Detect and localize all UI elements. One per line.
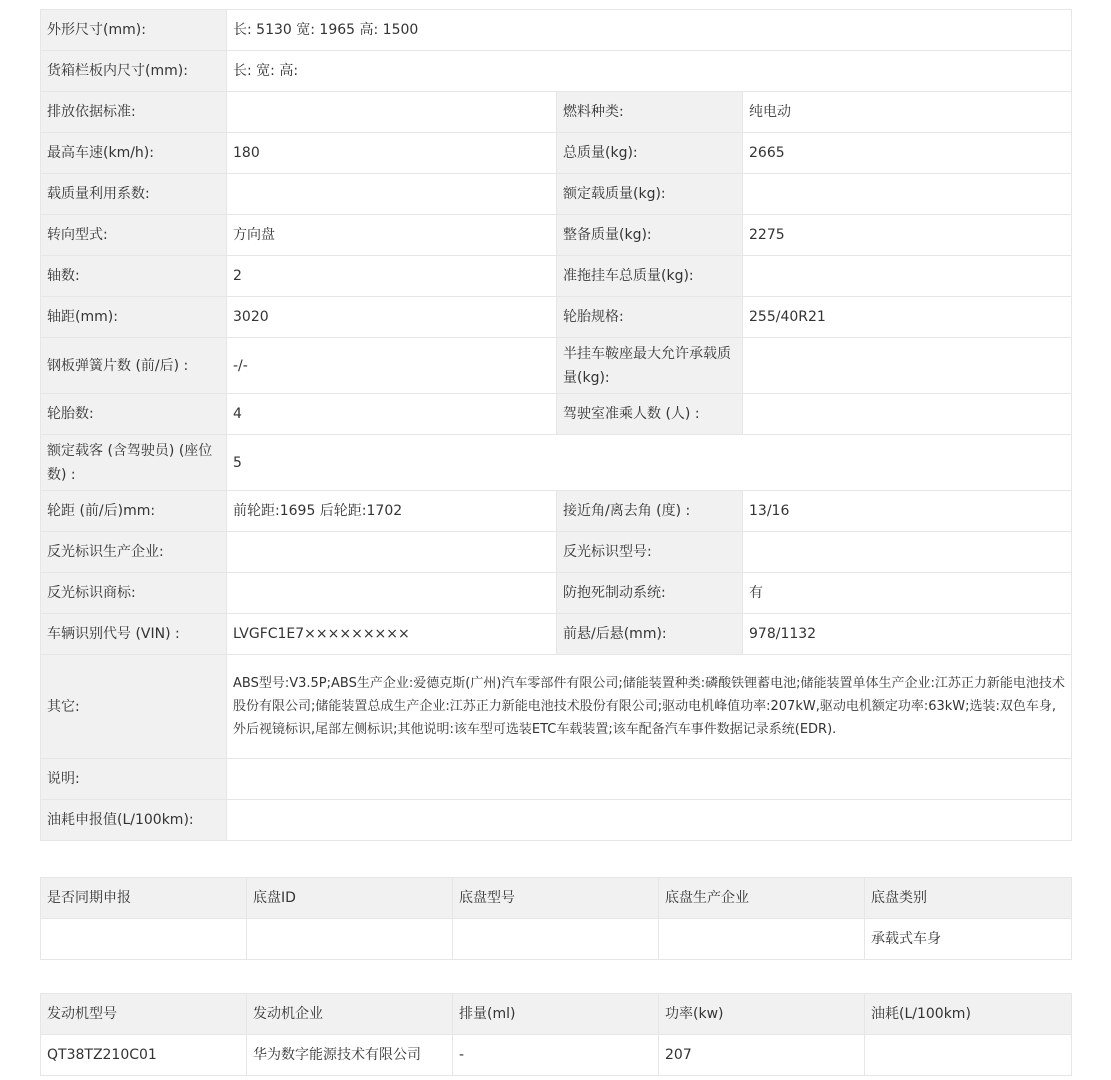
spec-row-dimensions (41, 10, 1072, 51)
rated-load-value (743, 174, 1072, 215)
spec-row-speed-mass (41, 133, 1072, 174)
engine-cell-fuel-consumption (865, 1035, 1072, 1076)
spec-row-cargo-box (41, 51, 1072, 92)
note-value (227, 759, 1072, 800)
vin-value: LVGFC1E7××××××××× (227, 614, 557, 655)
trailer-mass-label: 准拖挂车总质量(kg): (557, 256, 743, 297)
engine-header-displacement: 排量(ml) (453, 994, 659, 1035)
overhang-value: 978/1132 (743, 614, 1072, 655)
fifth-wheel-label: 半挂车鞍座最大允许承载质量(kg): (557, 338, 743, 394)
axles-label: 轴数: (41, 256, 227, 297)
curb-mass-value: 2275 (743, 215, 1072, 256)
reflector-maker-label: 反光标识生产企业: (41, 532, 227, 573)
emission-standard-label: 排放依据标准: (41, 92, 227, 133)
rated-load-label: 额定载质量(kg): (557, 174, 743, 215)
spec-row-track (41, 491, 1072, 532)
trailer-mass-value (743, 256, 1072, 297)
steering-label: 转向型式: (41, 215, 227, 256)
engine-cell-displacement: - (453, 1035, 659, 1076)
max-speed-value: 180 (227, 133, 557, 174)
fuel-type-label: 燃料种类: (557, 92, 743, 133)
chassis-header-manufacturer: 底盘生产企业 (659, 878, 865, 919)
spec-row-wheelbase (41, 297, 1072, 338)
seats-value: 5 (227, 435, 1072, 491)
note-label: 说明: (41, 759, 227, 800)
reflector-brand-label: 反光标识商标: (41, 573, 227, 614)
reflector-maker-value (227, 532, 557, 573)
spec-row-emission-fuel (41, 92, 1072, 133)
max-speed-label: 最高车速(km/h): (41, 133, 227, 174)
chassis-cell-same-period (41, 919, 247, 960)
cargo-box-value: 长: 宽: 高: (227, 51, 1072, 92)
reflector-model-label: 反光标识型号: (557, 532, 743, 573)
angles-label: 接近角/离去角 (度) : (557, 491, 743, 532)
fuel-consumption-value (227, 800, 1072, 841)
chassis-header-model: 底盘型号 (453, 878, 659, 919)
cargo-box-label: 货箱栏板内尺寸(mm): (41, 51, 227, 92)
spec-row-note (41, 759, 1072, 800)
fuel-consumption-label: 油耗申报值(L/100km): (41, 800, 227, 841)
reflector-brand-value (227, 573, 557, 614)
vin-label: 车辆识别代号 (VIN) : (41, 614, 227, 655)
emission-standard-value (227, 92, 557, 133)
chassis-header-id: 底盘ID (247, 878, 453, 919)
angles-value: 13/16 (743, 491, 1072, 532)
dimensions-value: 长: 5130 宽: 1965 高: 1500 (227, 10, 1072, 51)
engine-header-row (41, 994, 1072, 1035)
leaf-springs-value: -/- (227, 338, 557, 394)
engine-header-fuel-consumption: 油耗(L/100km) (865, 994, 1072, 1035)
cab-passengers-label: 驾驶室准乘人数 (人) : (557, 394, 743, 435)
chassis-cell-category: 承载式车身 (865, 919, 1072, 960)
engine-data-row (41, 1035, 1072, 1076)
spec-row-tires (41, 394, 1072, 435)
axles-value: 2 (227, 256, 557, 297)
chassis-cell-id (247, 919, 453, 960)
other-label: 其它: (41, 655, 227, 759)
spec-row-springs (41, 338, 1072, 394)
leaf-springs-label: 钢板弹簧片数 (前/后) : (41, 338, 227, 394)
chassis-data-row (41, 919, 1072, 960)
chassis-cell-manufacturer (659, 919, 865, 960)
tire-count-label: 轮胎数: (41, 394, 227, 435)
fifth-wheel-value (743, 338, 1072, 394)
spec-row-fuel-consumption (41, 800, 1072, 841)
cab-passengers-value (743, 394, 1072, 435)
tire-count-value: 4 (227, 394, 557, 435)
spec-row-other (41, 655, 1072, 759)
spec-row-seats (41, 435, 1072, 491)
load-factor-label: 载质量利用系数: (41, 174, 227, 215)
spec-row-load (41, 174, 1072, 215)
spec-row-reflector (41, 532, 1072, 573)
chassis-header-same-period: 是否同期申报 (41, 878, 247, 919)
engine-cell-model: QT38TZ210C01 (41, 1035, 247, 1076)
fuel-type-value: 纯电动 (743, 92, 1072, 133)
abs-value: 有 (743, 573, 1072, 614)
spec-row-brand-abs (41, 573, 1072, 614)
abs-label: 防抱死制动系统: (557, 573, 743, 614)
gross-mass-label: 总质量(kg): (557, 133, 743, 174)
engine-table (40, 993, 1072, 1076)
wheelbase-value: 3020 (227, 297, 557, 338)
load-factor-value (227, 174, 557, 215)
reflector-model-value (743, 532, 1072, 573)
gross-mass-value: 2665 (743, 133, 1072, 174)
spec-row-axles (41, 256, 1072, 297)
curb-mass-label: 整备质量(kg): (557, 215, 743, 256)
engine-cell-power: 207 (659, 1035, 865, 1076)
engine-cell-manufacturer: 华为数字能源技术有限公司 (247, 1035, 453, 1076)
engine-header-manufacturer: 发动机企业 (247, 994, 453, 1035)
other-value: ABS型号:V3.5P;ABS生产企业:爱德克斯(广州)汽车零部件有限公司;储能装置种类:磷酸铁锂蓄电池;储能装置单体生产企业:江苏正力新能电池技术股份有限公司;储能装置总成生产企业:江苏正力新能电池技术股份有限公司;驱动电机峰值功率:207kW,驱动电机额定功率:63kW;选装:双色车身,外后视镜标识,尾部左侧标识;其他说明:该车型可选装ETC车载装置;该车配备汽车事件数据记录系统(EDR). (227, 655, 1072, 759)
tire-spec-value: 255/40R21 (743, 297, 1072, 338)
spec-row-vin (41, 614, 1072, 655)
vehicle-spec-table (40, 9, 1072, 841)
seats-label: 额定载客 (含驾驶员) (座位数) : (41, 435, 227, 491)
track-value: 前轮距:1695 后轮距:1702 (227, 491, 557, 532)
wheelbase-label: 轴距(mm): (41, 297, 227, 338)
chassis-header-category: 底盘类别 (865, 878, 1072, 919)
chassis-cell-model (453, 919, 659, 960)
steering-value: 方向盘 (227, 215, 557, 256)
chassis-table (40, 877, 1072, 960)
dimensions-label: 外形尺寸(mm): (41, 10, 227, 51)
chassis-header-row (41, 878, 1072, 919)
spec-row-steering (41, 215, 1072, 256)
engine-header-model: 发动机型号 (41, 994, 247, 1035)
engine-header-power: 功率(kw) (659, 994, 865, 1035)
tire-spec-label: 轮胎规格: (557, 297, 743, 338)
overhang-label: 前悬/后悬(mm): (557, 614, 743, 655)
track-label: 轮距 (前/后)mm: (41, 491, 227, 532)
